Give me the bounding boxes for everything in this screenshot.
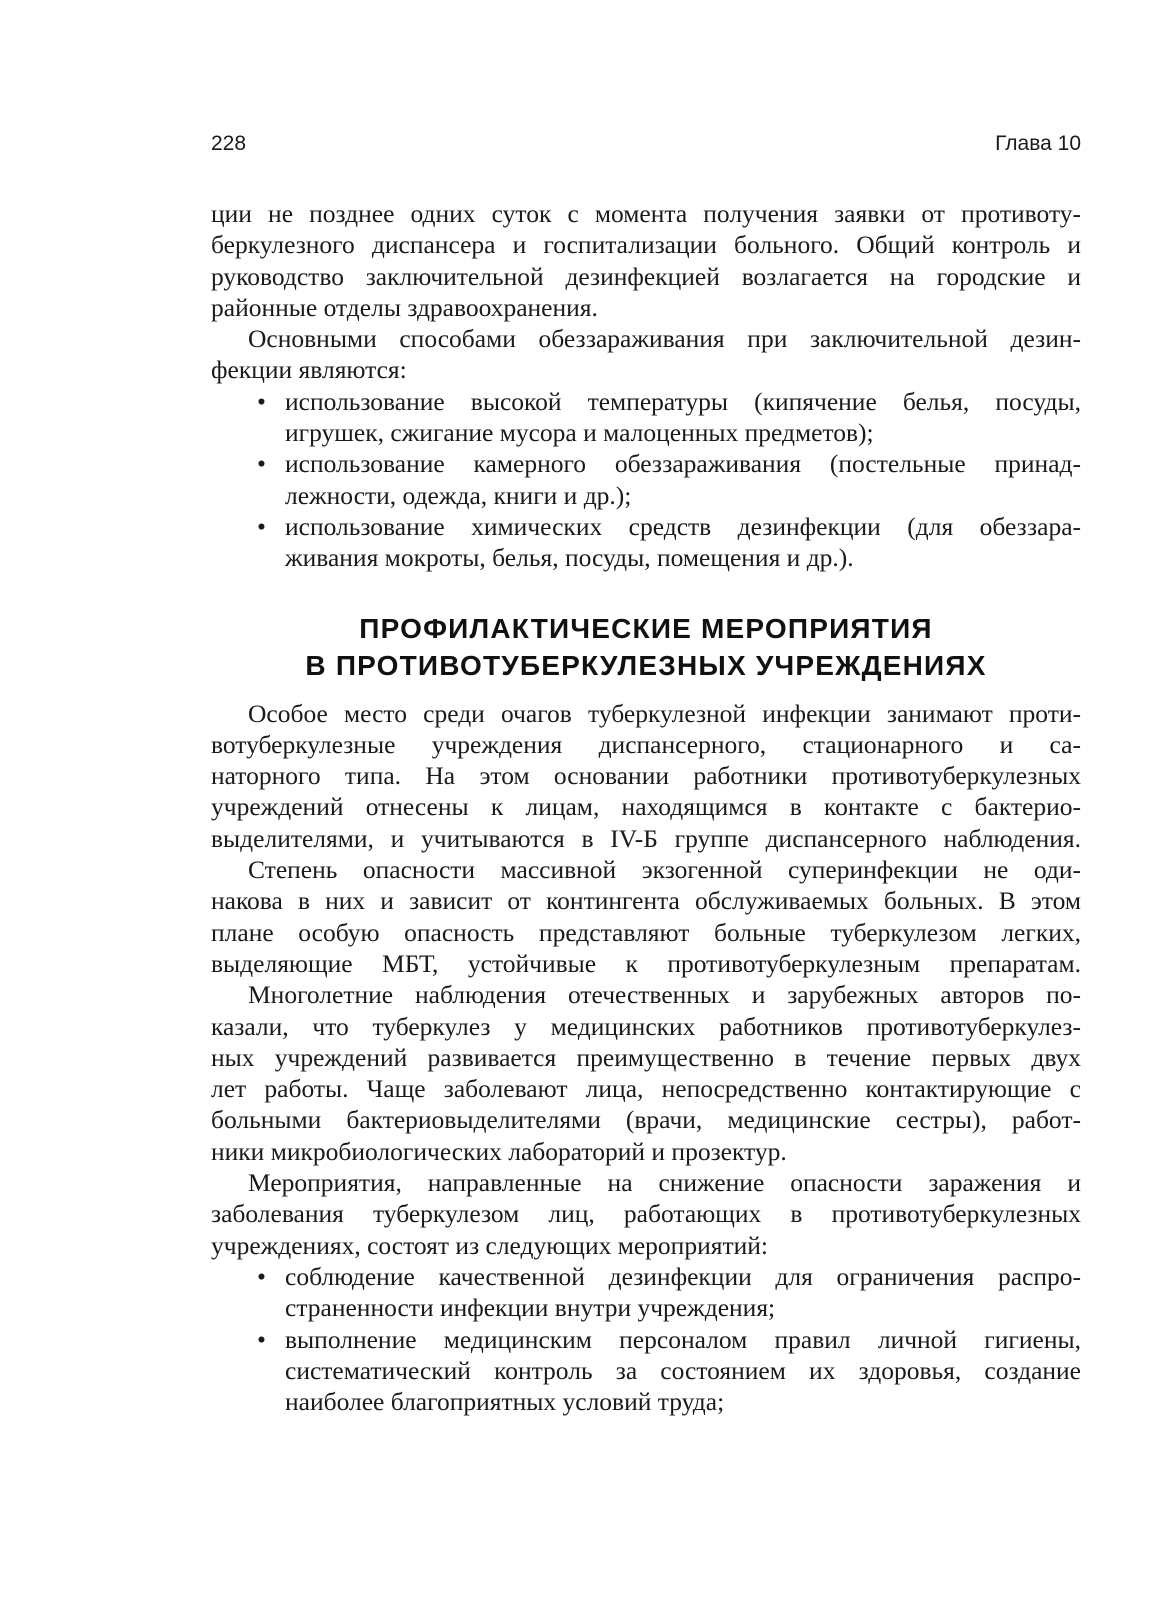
section-heading-line: ПРОФИЛАКТИЧЕСКИЕ МЕРОПРИЯТИЯ bbox=[359, 612, 933, 644]
paragraph bbox=[211, 323, 1081, 386]
bullet-icon: • bbox=[257, 1261, 266, 1291]
text-line: ции не позднее одних суток с момента получения заявки от противоту- bbox=[211, 199, 1081, 228]
text-line: использование химических средств дезинфекции (для обеззара- bbox=[285, 511, 1081, 541]
text-line: лет работы. Чаще заболевают лица, непосредственно контактирующие с bbox=[211, 1074, 1081, 1104]
text-line: накова в них и зависит от контингента обслуживаемых больных. В этом bbox=[211, 886, 1081, 916]
text-line: Степень опасности массивной экзогенной суперинфекции не оди- bbox=[248, 855, 1081, 885]
paragraph bbox=[211, 1167, 1081, 1261]
list-item bbox=[211, 448, 1081, 511]
text-line: учреждениях, состоят из следующих мероприятий: bbox=[211, 1230, 768, 1260]
text-line: лежности, одежда, книги и др.); bbox=[285, 480, 632, 510]
text-line: выделителями, и учитываются в IV-Б группе диспансерного наблюдения. bbox=[211, 823, 1081, 853]
page-number: 228 bbox=[211, 132, 247, 155]
section-heading bbox=[211, 610, 1081, 684]
bullet-icon: • bbox=[257, 386, 266, 416]
text-line: страненности инфекции внутри учреждения; bbox=[285, 1293, 776, 1323]
bullet-icon: • bbox=[257, 511, 266, 541]
text-line: наиболее благоприятных условий труда; bbox=[285, 1387, 725, 1417]
text-line: районные отделы здравоохранения. bbox=[211, 292, 598, 322]
text-line: руководство заключительной дезинфекцией возлагается на городские и bbox=[211, 261, 1081, 291]
paragraph bbox=[211, 854, 1081, 979]
text-line: выделяющие МБТ, устойчивые к противотуберкулезным препаратам. bbox=[211, 948, 1081, 978]
section-heading-line: В ПРОТИВОТУБЕРКУЛЕЗНЫХ УЧРЕЖДЕНИЯХ bbox=[305, 649, 987, 681]
text-line: беркулезного диспансера и госпитализации больного. Общий контроль и bbox=[211, 230, 1081, 260]
list-item bbox=[211, 1324, 1081, 1418]
list-item bbox=[211, 1261, 1081, 1324]
text-line: Мероприятия, направленные на снижение опасности заражения и bbox=[248, 1168, 1081, 1198]
text-line: живания мокроты, белья, посуды, помещения и др.). bbox=[285, 543, 854, 573]
text-line: наторного типа. На этом основании работники противотуберкулезных bbox=[211, 761, 1081, 791]
bullet-icon: • bbox=[257, 1324, 266, 1354]
chapter-title: Глава 10 bbox=[995, 132, 1081, 155]
text-line: соблюдение качественной дезинфекции для ограничения распро- bbox=[285, 1261, 1081, 1291]
text-line: вотуберкулезные учреждения диспансерного, стационарного и са- bbox=[211, 729, 1081, 759]
body-text bbox=[211, 198, 1081, 1417]
text-line: больными бактериовыделителями (врачи, медицинские сестры), работ- bbox=[211, 1105, 1081, 1135]
paragraph bbox=[211, 198, 1081, 323]
paragraph bbox=[211, 698, 1081, 854]
text-line: Основными способами обеззараживания при заключительной дезин- bbox=[248, 324, 1081, 354]
text-line: заболевания туберкулезом лиц, работающих в противотуберкулезных bbox=[211, 1199, 1081, 1229]
text-line: использование камерного обеззараживания (постельные принад- bbox=[285, 449, 1081, 479]
bullet-icon: • bbox=[257, 449, 266, 479]
text-line: выполнение медицинским персоналом правил личной гигиены, bbox=[285, 1324, 1081, 1354]
paragraph bbox=[211, 979, 1081, 1167]
text-line: Особое место среди очагов туберкулезной инфекции занимают проти- bbox=[248, 698, 1081, 728]
text-line: ники микробиологических лабораторий и прозектур. bbox=[211, 1136, 787, 1166]
list-item bbox=[211, 386, 1081, 449]
text-line: учреждений отнесены к лицам, находящимся в контакте с бактерио- bbox=[211, 792, 1081, 822]
list-item bbox=[211, 511, 1081, 574]
text-line: игрушек, сжигание мусора и малоценных предметов); bbox=[285, 418, 874, 448]
text-line: казали, что туберкулез у медицинских работников противотуберкулез- bbox=[211, 1011, 1081, 1041]
running-header bbox=[211, 131, 1081, 157]
text-line: систематический контроль за состоянием их здоровья, создание bbox=[285, 1355, 1081, 1385]
text-line: использование высокой температуры (кипячение белья, посуды, bbox=[285, 386, 1081, 416]
text-line: плане особую опасность представляют больные туберкулезом легких, bbox=[211, 917, 1081, 947]
text-line: Многолетние наблюдения отечественных и зарубежных авторов по- bbox=[248, 980, 1081, 1010]
text-line: ных учреждений развивается преимущественно в течение первых двух bbox=[211, 1042, 1081, 1072]
text-line: фекции являются: bbox=[211, 355, 407, 385]
